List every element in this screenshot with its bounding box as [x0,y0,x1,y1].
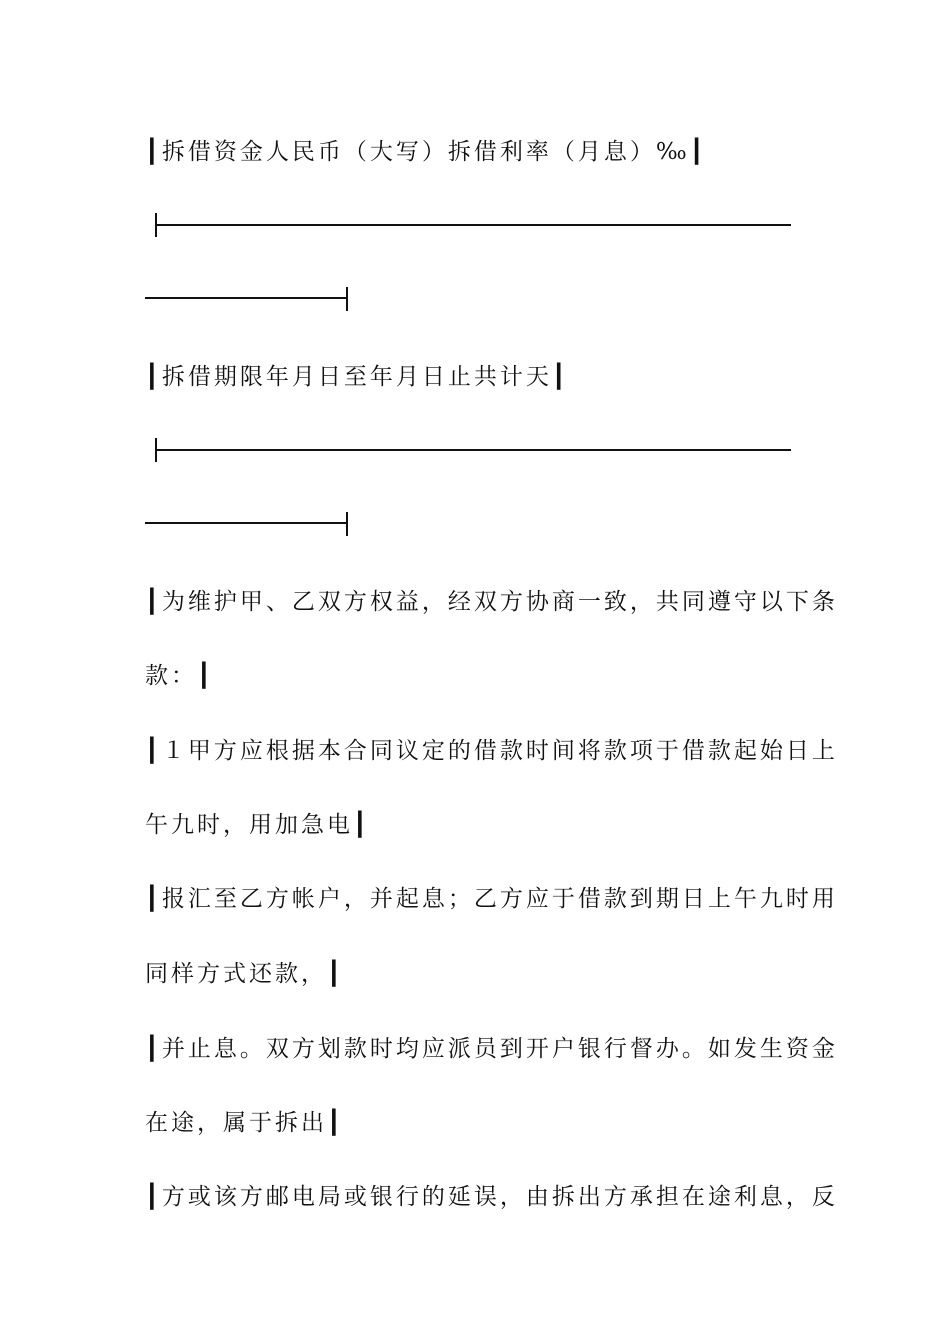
table-border-right-tick [346,512,348,536]
paragraph-line: ┃１甲方应根据本合同议定的借款时间将款项于借款起始日上 [145,738,838,764]
paragraph-line: 同样方式还款，┃ [145,961,344,987]
paragraph-line: ┃方或该方邮电局或银行的延误，由拆出方承担在途利息，反 [145,1184,838,1210]
table-border-rule [155,449,791,451]
table-row-funds-rate: ┃拆借资金人民币（大写）拆借利率（月息）‰┃ [145,139,707,165]
table-border-rule [155,224,791,226]
table-border-rule-continued [145,522,348,524]
paragraph-line: 午九时，用加急电┃ [145,812,370,838]
table-border-rule-continued [145,297,348,299]
paragraph-line: ┃报汇至乙方帐户，并起息；乙方应于借款到期日上午九时用 [145,886,838,912]
paragraph-line: 款：┃ [145,663,214,689]
paragraph-line: 在途，属于拆出┃ [145,1110,344,1136]
paragraph-line: ┃并止息。双方划款时均应派员到开户银行督办。如发生资金 [145,1036,838,1062]
paragraph-line: ┃为维护甲、乙双方权益，经双方协商一致，共同遵守以下条 [145,589,838,615]
table-border-right-tick [346,287,348,311]
table-row-term: ┃拆借期限年月日至年月日止共计天┃ [145,364,569,390]
